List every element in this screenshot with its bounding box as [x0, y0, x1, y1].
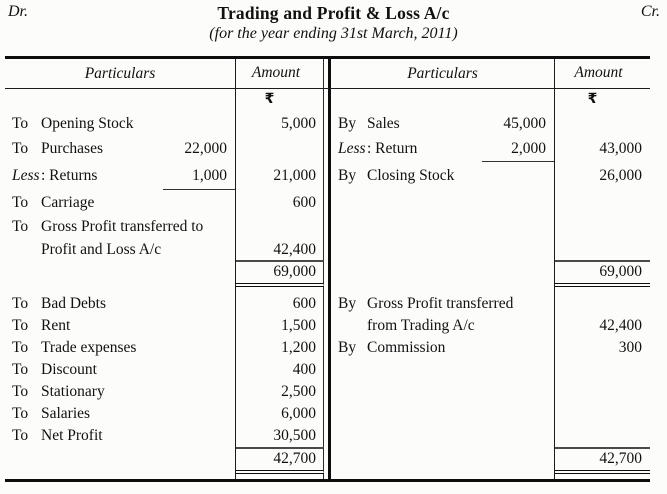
debit-prefix: To: [12, 317, 29, 334]
credit-label: [367, 425, 554, 447]
ledger-row: [5, 359, 650, 381]
credit-amount: 43,000: [599, 140, 642, 157]
debit-particulars-cell: [5, 162, 236, 190]
credit-amount: 26,000: [599, 167, 642, 184]
debit-prefix: To: [12, 427, 29, 444]
credit-amount: 300: [618, 339, 642, 356]
profit-loss-total-row: [5, 447, 650, 474]
credit-label: [367, 215, 554, 239]
trading-total-debit: 69,000: [236, 260, 324, 287]
credit-amount: [555, 425, 650, 447]
center-divider: [324, 239, 331, 260]
debit-label: Profit and Loss A/c: [41, 241, 162, 258]
cr-label: Cr.: [640, 3, 660, 20]
credit-prefix: [338, 239, 367, 260]
debit-inner-amount: 22,000: [184, 140, 227, 157]
debit-label: Salaries: [41, 405, 91, 422]
credit-amount: [555, 111, 650, 136]
credit-label: from Trading A/c: [367, 317, 475, 334]
credit-label: [367, 239, 554, 260]
ledger-row: [5, 337, 650, 359]
currency-row: [5, 89, 650, 111]
center-divider: [324, 337, 331, 359]
credit-prefix: [338, 315, 367, 337]
debit-label: Stationary: [41, 383, 105, 400]
debit-label: Bad Debts: [41, 295, 107, 312]
credit-prefix: By: [338, 115, 357, 132]
credit-label: [367, 190, 554, 215]
center-divider: [324, 381, 331, 403]
credit-particulars-cell: [331, 215, 555, 239]
debit-prefix: To: [12, 405, 29, 422]
debit-prefix: To: [12, 383, 29, 400]
credit-particulars-cell: [331, 260, 555, 287]
debit-label: Purchases: [41, 140, 103, 157]
dr-label: Dr.: [8, 3, 29, 20]
ledger-row: [5, 315, 650, 337]
debit-particulars-cell: [5, 111, 236, 136]
debit-amount: 400: [236, 359, 324, 381]
center-divider: [324, 474, 331, 479]
credit-amount: [555, 239, 650, 260]
ledger-row: [5, 190, 650, 215]
debit-prefix: To: [12, 218, 29, 235]
debit-label: Discount: [41, 361, 97, 378]
credit-particulars-cell: [331, 89, 555, 111]
account-header: [0, 0, 667, 56]
credit-particulars-cell: [331, 315, 555, 337]
credit-amount: [555, 215, 650, 239]
debit-label: Gross Profit transferred to: [41, 218, 204, 235]
credit-particulars-cell: [331, 447, 555, 474]
center-divider: [324, 425, 331, 447]
credit-label: [367, 403, 554, 425]
credit-label: Commission: [367, 339, 446, 356]
credit-particulars-cell: [331, 293, 555, 315]
center-divider: [324, 403, 331, 425]
credit-inner-amount: 45,000: [503, 115, 546, 132]
ledger-row: [5, 381, 650, 403]
period-subtitle: (for the year ending 31st March, 2011): [209, 25, 458, 42]
credit-label: [367, 381, 554, 403]
debit-prefix: To: [12, 339, 29, 356]
credit-inner-amount: [482, 162, 554, 190]
credit-particulars-cell: [331, 190, 555, 215]
header-credit-particulars: Particulars: [331, 59, 555, 88]
ledger-row: [5, 111, 650, 136]
credit-prefix: [338, 359, 367, 381]
debit-particulars-cell: [5, 315, 236, 337]
ledger-row: [5, 425, 650, 447]
credit-prefix: [338, 425, 367, 447]
debit-particulars-cell: [5, 136, 236, 162]
header-debit-amount: Amount: [236, 59, 324, 88]
debit-amount: 1,200: [236, 337, 324, 359]
debit-amount: 42,400: [236, 239, 324, 260]
credit-amount: [555, 293, 650, 315]
credit-amount: [555, 403, 650, 425]
credit-particulars-cell: [331, 359, 555, 381]
debit-particulars-cell: [5, 359, 236, 381]
debit-particulars-cell: [5, 447, 236, 474]
credit-particulars-cell: [331, 425, 555, 447]
credit-particulars-cell: [331, 381, 555, 403]
debit-prefix: To: [12, 140, 29, 157]
credit-label: : Return: [367, 140, 418, 157]
debit-particulars-cell: [5, 215, 236, 239]
debit-amount: 21,000: [236, 162, 324, 190]
debit-particulars-cell: [5, 425, 236, 447]
debit-label: Trade expenses: [41, 339, 137, 356]
credit-prefix: Less: [338, 140, 366, 157]
credit-particulars-cell: [331, 403, 555, 425]
trading-total-row: [5, 260, 650, 287]
debit-label: Opening Stock: [41, 115, 134, 132]
credit-prefix: [338, 403, 367, 425]
center-divider: [324, 136, 331, 162]
debit-particulars-cell: [5, 260, 236, 287]
rupee-symbol-credit: ₹: [587, 91, 598, 107]
debit-particulars-cell: [5, 293, 236, 315]
ledger-row: [5, 136, 650, 162]
debit-particulars-cell: [5, 337, 236, 359]
center-divider: [324, 162, 331, 190]
rupee-symbol-debit: ₹: [236, 89, 324, 111]
section-gap: [5, 474, 650, 479]
debit-amount: 5,000: [236, 111, 324, 136]
debit-amount: 6,000: [236, 403, 324, 425]
debit-amount: 600: [236, 293, 324, 315]
credit-label: [367, 359, 554, 381]
ledger-row: [5, 215, 650, 239]
trading-total-credit: 69,000: [555, 260, 650, 287]
debit-amount: 1,500: [236, 315, 324, 337]
ledger-row: [5, 293, 650, 315]
credit-label: Closing Stock: [367, 167, 455, 184]
debit-amount: 2,500: [236, 381, 324, 403]
credit-prefix: [338, 215, 367, 239]
center-divider: [324, 111, 331, 136]
debit-prefix: To: [12, 115, 29, 132]
credit-prefix: By: [338, 339, 357, 356]
debit-inner-amount: 1,000: [163, 162, 235, 190]
header-debit-particulars: Particulars: [5, 59, 236, 88]
credit-prefix: [338, 190, 367, 215]
center-divider: [324, 359, 331, 381]
credit-amount: [555, 381, 650, 403]
debit-prefix: To: [12, 361, 29, 378]
center-divider: [324, 215, 331, 239]
center-divider: [324, 89, 331, 111]
ledger-row: [5, 239, 650, 260]
credit-particulars-cell: [331, 136, 555, 162]
ledger-row: [5, 162, 650, 190]
header-credit-amount: Amount: [574, 64, 623, 81]
debit-prefix: To: [12, 194, 29, 211]
debit-inner-amount: [163, 111, 235, 136]
debit-particulars-cell: [5, 403, 236, 425]
credit-particulars-cell: [331, 162, 555, 190]
credit-particulars-cell: [331, 239, 555, 260]
profit-loss-total-debit: 42,700: [236, 447, 324, 474]
debit-label: : Returns: [41, 167, 98, 184]
debit-particulars-cell: [5, 89, 236, 111]
center-divider: [324, 293, 331, 315]
table-header-row: [5, 59, 650, 89]
debit-label: Carriage: [41, 194, 95, 211]
credit-label: Sales: [367, 115, 400, 132]
debit-particulars-cell: [5, 381, 236, 403]
credit-prefix: [338, 381, 367, 403]
credit-particulars-cell: [331, 111, 555, 136]
credit-label: Gross Profit transferred: [367, 295, 514, 312]
credit-amount: [555, 359, 650, 381]
debit-amount: [236, 136, 324, 162]
credit-particulars-cell: [331, 337, 555, 359]
center-divider: [324, 190, 331, 215]
ledger-table: [5, 56, 650, 482]
center-divider: [324, 447, 331, 474]
debit-particulars-cell: [5, 190, 236, 215]
center-divider: [324, 315, 331, 337]
debit-amount: [236, 215, 324, 239]
credit-inner-amount: 2,000: [482, 136, 554, 162]
credit-prefix: By: [338, 167, 357, 184]
profit-loss-total-credit: 42,700: [555, 447, 650, 474]
debit-label: Net Profit: [41, 427, 103, 444]
center-divider: [324, 260, 331, 287]
debit-prefix: To: [12, 295, 29, 312]
debit-prefix: Less: [12, 167, 40, 184]
debit-particulars-cell: [5, 239, 236, 260]
debit-amount: 600: [236, 190, 324, 215]
account-title: Trading and Profit & Loss A/c: [217, 3, 450, 23]
credit-prefix: By: [338, 295, 357, 312]
credit-amount: [555, 190, 650, 215]
debit-prefix: [12, 239, 41, 260]
center-divider: [324, 59, 331, 88]
debit-amount: 30,500: [236, 425, 324, 447]
debit-label: Rent: [41, 317, 71, 334]
credit-amount: 42,400: [599, 317, 642, 334]
ledger-row: [5, 403, 650, 425]
